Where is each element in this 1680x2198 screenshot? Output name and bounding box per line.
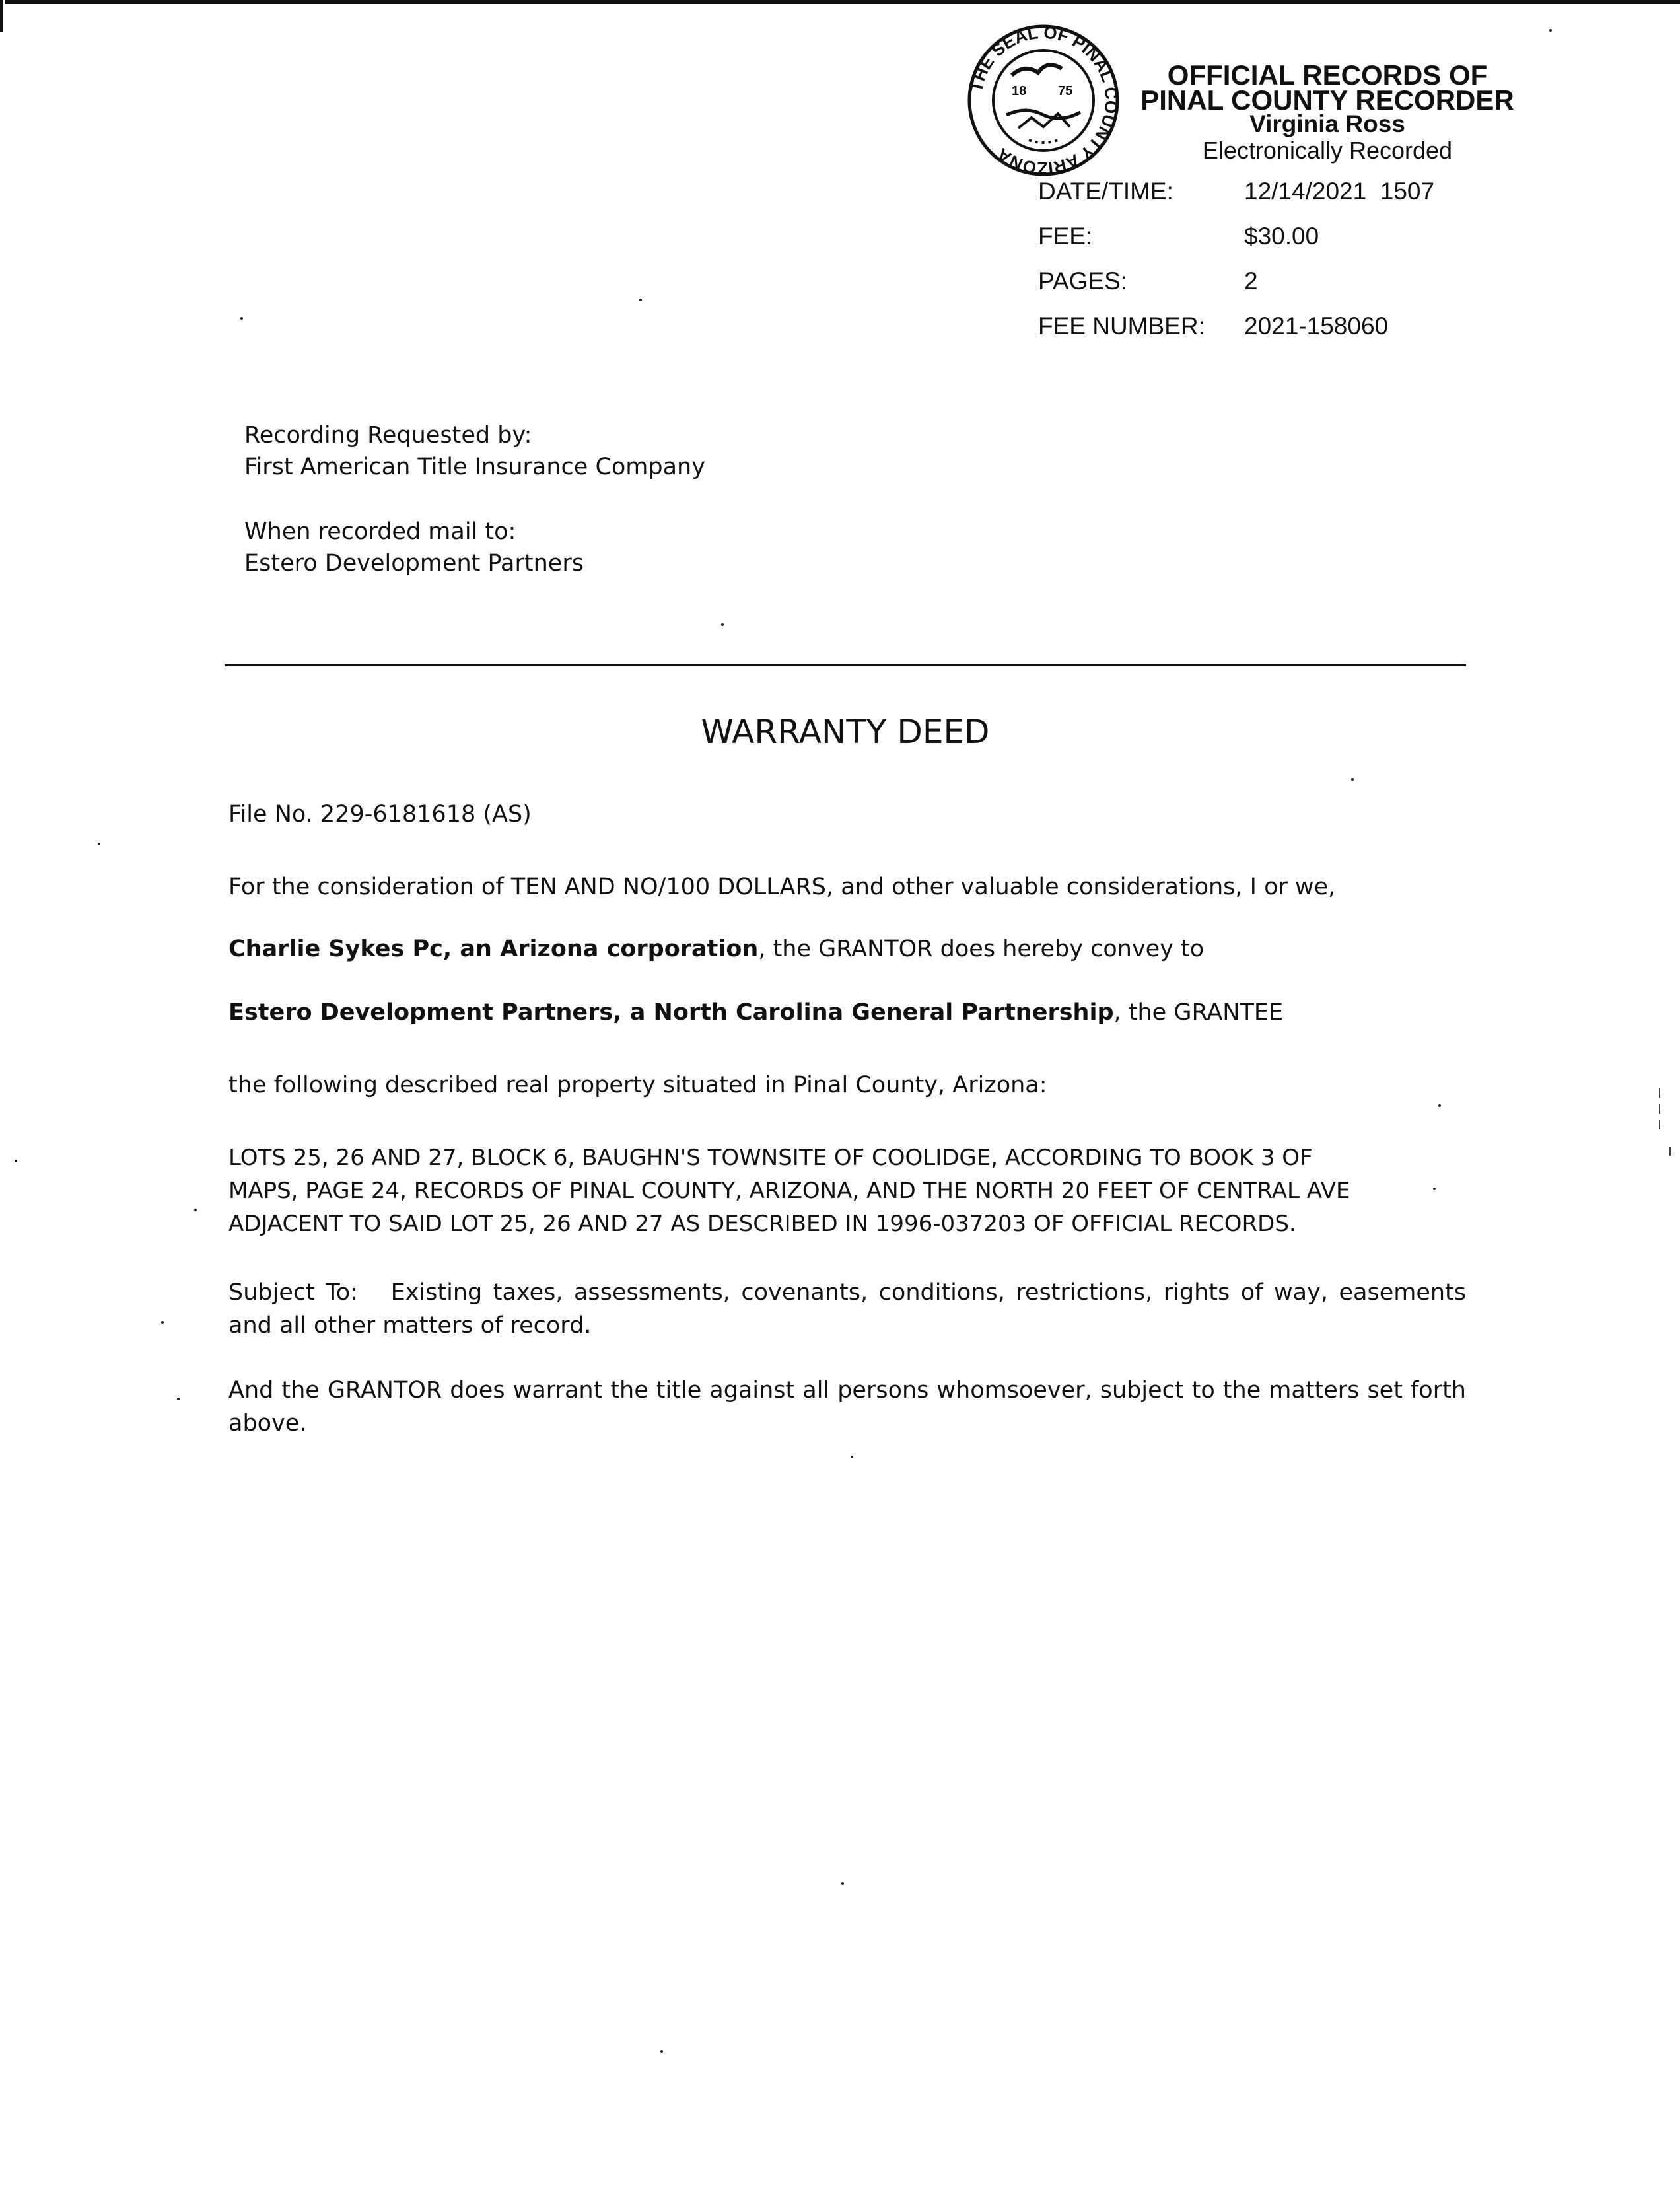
datetime-value: 12/14/2021 1507 xyxy=(1244,178,1435,205)
recorder-name: Virginia Ross xyxy=(1249,110,1405,137)
top-scan-edge xyxy=(5,0,1680,4)
seal-year-left: 18 xyxy=(1012,84,1027,98)
consideration-paragraph: For the consideration of TEN AND NO/100 DOLLARS, and other valuable considerations, I or we, xyxy=(228,874,1336,900)
pages-label: PAGES: xyxy=(1038,267,1128,295)
legal-description-line: MAPS, PAGE 24, RECORDS OF PINAL COUNTY, ARIZONA, AND THE NORTH 20 FEET OF CENTRAL AVE xyxy=(228,1178,1350,1204)
fee-value: $30.00 xyxy=(1244,223,1319,250)
fee-number-value: 2021-158060 xyxy=(1244,312,1389,339)
legal-description xyxy=(228,1141,1466,1240)
mail-to-name: Estero Development Partners xyxy=(244,550,584,577)
scan-speck xyxy=(1549,29,1552,32)
seal-ring-text: THE SEAL OF PINAL COUNTY ARIZONA xyxy=(965,22,1121,178)
fee-label: FEE: xyxy=(1038,223,1093,250)
scan-speck xyxy=(841,1882,844,1885)
scan-speck xyxy=(240,317,243,320)
recorder-heading-line2: PINAL COUNTY RECORDER xyxy=(1140,85,1514,116)
mail-to-label: When recorded mail to: xyxy=(244,518,516,545)
grantor-name: Charlie Sykes Pc, an Arizona corporation xyxy=(228,936,759,962)
document-title: WARRANTY DEED xyxy=(701,713,990,751)
scan-edge-tick xyxy=(1669,1147,1671,1156)
scan-speck xyxy=(1351,778,1354,781)
scan-speck xyxy=(177,1398,180,1400)
grantor-paragraph xyxy=(228,933,1466,966)
requested-by-name: First American Title Insurance Company xyxy=(244,454,705,480)
scan-speck xyxy=(15,1160,17,1162)
subject-to-paragraph: Subject To: Existing taxes, assessments, covenants, conditions, restrictions, rights of way, easements and all other matters of record. xyxy=(228,1279,1474,1339)
legal-description-line: ADJACENT TO SAID LOT 25, 26 AND 27 AS DESCRIBED IN 1996-037203 OF OFFICIAL RECORDS. xyxy=(228,1211,1296,1237)
scan-speck xyxy=(1438,1104,1441,1107)
scan-speck xyxy=(194,1209,197,1211)
property-intro: the following described real property situated in Pinal County, Arizona: xyxy=(228,1072,1047,1098)
pages-value: 2 xyxy=(1244,267,1258,295)
scan-speck xyxy=(1433,1188,1436,1190)
seal-year-right: 75 xyxy=(1058,84,1073,98)
scan-speck xyxy=(851,1456,853,1458)
grantor-suffix: , the GRANTOR does hereby convey to xyxy=(758,936,1205,962)
datetime-label: DATE/TIME: xyxy=(1038,178,1173,205)
scan-edge-tick xyxy=(1659,1120,1660,1129)
electronic-recording-note: Electronically Recorded xyxy=(1202,137,1453,164)
svg-text:THE SEAL OF PINAL COUNTY ARIZO xyxy=(966,22,1121,178)
scan-edge-tick xyxy=(1659,1088,1660,1098)
scan-speck xyxy=(98,843,100,845)
requested-by-label: Recording Requested by: xyxy=(244,422,532,448)
left-scan-mark xyxy=(0,0,3,32)
scan-speck xyxy=(660,2050,663,2053)
scan-speck xyxy=(161,1321,164,1324)
scan-speck xyxy=(639,299,642,301)
warranty-paragraph: And the GRANTOR does warrant the title against all persons whomsoever, subject to the matters set forth above. xyxy=(228,1377,1466,1436)
grantee-name: Estero Development Partners, a North Carolina General Partnership xyxy=(228,999,1114,1026)
grantee-suffix: , the GRANTEE xyxy=(1113,999,1284,1026)
fee-number-label: FEE NUMBER: xyxy=(1038,312,1205,339)
file-number: File No. 229-6181618 (AS) xyxy=(228,801,532,828)
county-seal-icon xyxy=(965,22,1121,178)
scan-edge-tick xyxy=(1659,1104,1660,1114)
grantee-paragraph xyxy=(228,996,1466,1029)
recorder-heading-line1: OFFICIAL RECORDS OF xyxy=(1167,59,1488,90)
scan-speck xyxy=(721,623,724,626)
separator-rule xyxy=(225,664,1466,666)
legal-description-line: LOTS 25, 26 AND 27, BLOCK 6, BAUGHN'S TOWNSITE OF COOLIDGE, ACCORDING TO BOOK 3 OF xyxy=(228,1145,1313,1171)
